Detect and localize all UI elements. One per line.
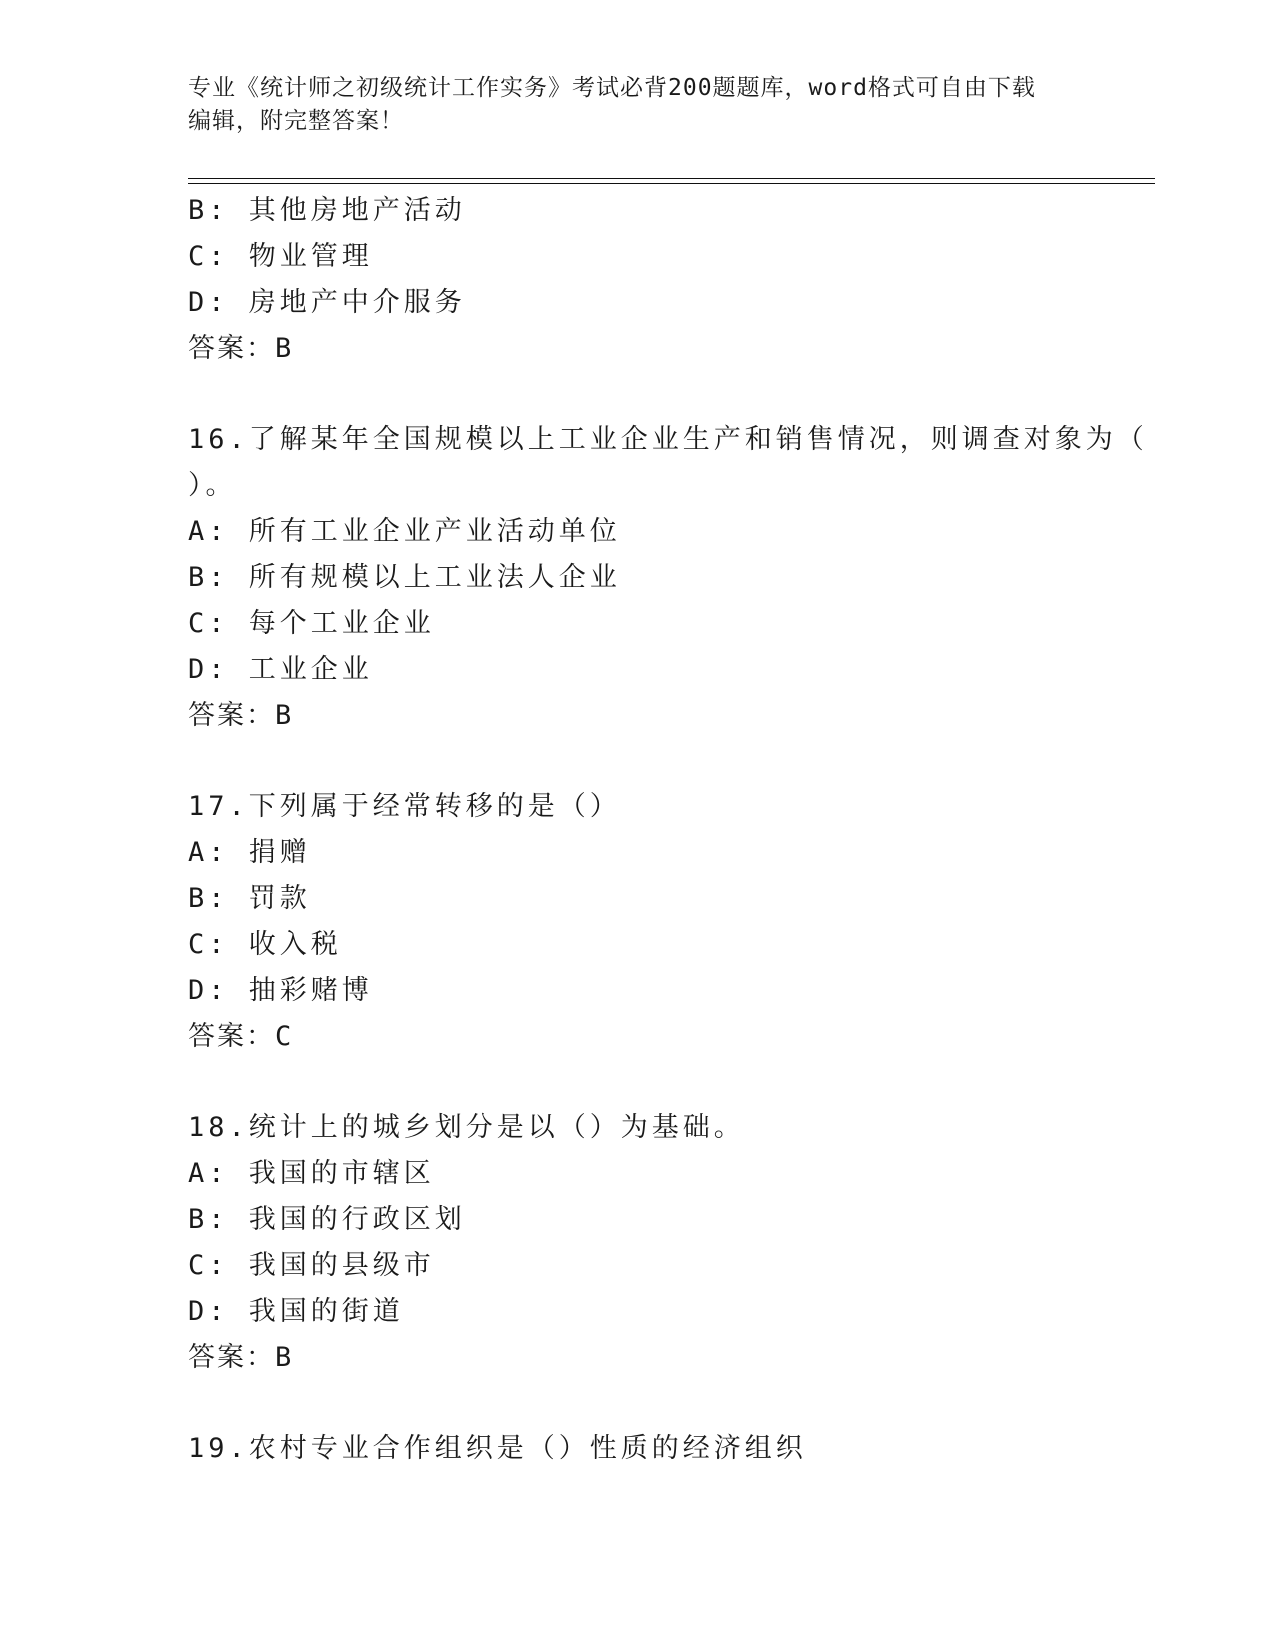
option-key: C: [188,1250,229,1281]
option-row [188,555,1088,601]
option-row [188,188,1088,234]
option-key: C: [188,929,229,960]
option-key: A: [188,837,229,868]
question-stem: 19.农村专业合作组织是（）性质的经济组织 [188,1433,807,1464]
option-row [188,280,1088,326]
option-row [188,968,1088,1014]
answer-row [188,693,1088,739]
option-key: B: [188,195,229,226]
option-text: 所有工业企业产业活动单位 [248,516,621,547]
option-row [188,1197,1088,1243]
option-key: B: [188,883,229,914]
option-key: D: [188,1296,229,1327]
spacer [188,1060,1088,1105]
option-row [188,601,1088,647]
question-19 [188,1426,1088,1472]
question-16 [188,417,1148,739]
option-text: 每个工业企业 [248,608,435,639]
answer-row [188,1335,1088,1381]
option-key: B: [188,1204,229,1235]
header-divider [188,178,1155,184]
option-text: 工业企业 [248,654,373,685]
question-list [188,188,1148,1472]
option-text: 我国的县级市 [248,1250,435,1281]
option-row [188,1289,1088,1335]
option-row [188,830,1088,876]
option-row [188,509,1088,555]
question-stem: 17.下列属于经常转移的是（） [188,791,621,822]
option-key: D: [188,287,229,318]
option-text: 捐赠 [248,837,311,868]
option-text: 我国的市辖区 [248,1158,435,1189]
option-text: 收入税 [248,929,342,960]
question-stem-continued: ）。 [188,470,237,501]
option-row [188,1243,1088,1289]
option-text: 房地产中介服务 [248,287,466,318]
document-header [188,72,1068,138]
option-text: 抽彩赌博 [248,975,373,1006]
answer-value: C [275,1021,294,1052]
option-key: D: [188,654,229,685]
option-key: A: [188,1158,229,1189]
answer-label: 答案： [188,333,275,364]
option-text: 物业管理 [248,241,373,272]
answer-value: B [275,700,294,731]
option-text: 其他房地产活动 [248,195,466,226]
option-key: C: [188,608,229,639]
question-17 [188,784,1088,1060]
header-line-2: 编辑，附完整答案！ [188,108,404,134]
option-text: 我国的行政区划 [248,1204,466,1235]
answer-value: B [275,333,294,364]
option-key: A: [188,516,229,547]
answer-row [188,1014,1088,1060]
option-row [188,234,1088,280]
option-row [188,1151,1088,1197]
header-line-1: 专业《统计师之初级统计工作实务》考试必背200题题库，word格式可自由下载 [188,75,1036,101]
spacer [188,372,1088,417]
question-18 [188,1105,1088,1381]
answer-value: B [275,1342,294,1373]
spacer [188,739,1088,784]
option-text: 我国的街道 [248,1296,404,1327]
option-row [188,647,1088,693]
option-key: C: [188,241,229,272]
question-15-tail [188,188,1088,372]
question-stem: 16.了解某年全国规模以上工业企业生产和销售情况，则调查对象为（ [188,424,1148,455]
answer-row [188,326,1088,372]
option-row [188,922,1088,968]
spacer [188,1381,1088,1426]
option-key: B: [188,562,229,593]
answer-label: 答案： [188,700,275,731]
option-row [188,876,1088,922]
answer-label: 答案： [188,1021,275,1052]
option-text: 罚款 [248,883,311,914]
answer-label: 答案： [188,1342,275,1373]
question-stem: 18.统计上的城乡划分是以（）为基础。 [188,1112,745,1143]
option-text: 所有规模以上工业法人企业 [248,562,621,593]
option-key: D: [188,975,229,1006]
